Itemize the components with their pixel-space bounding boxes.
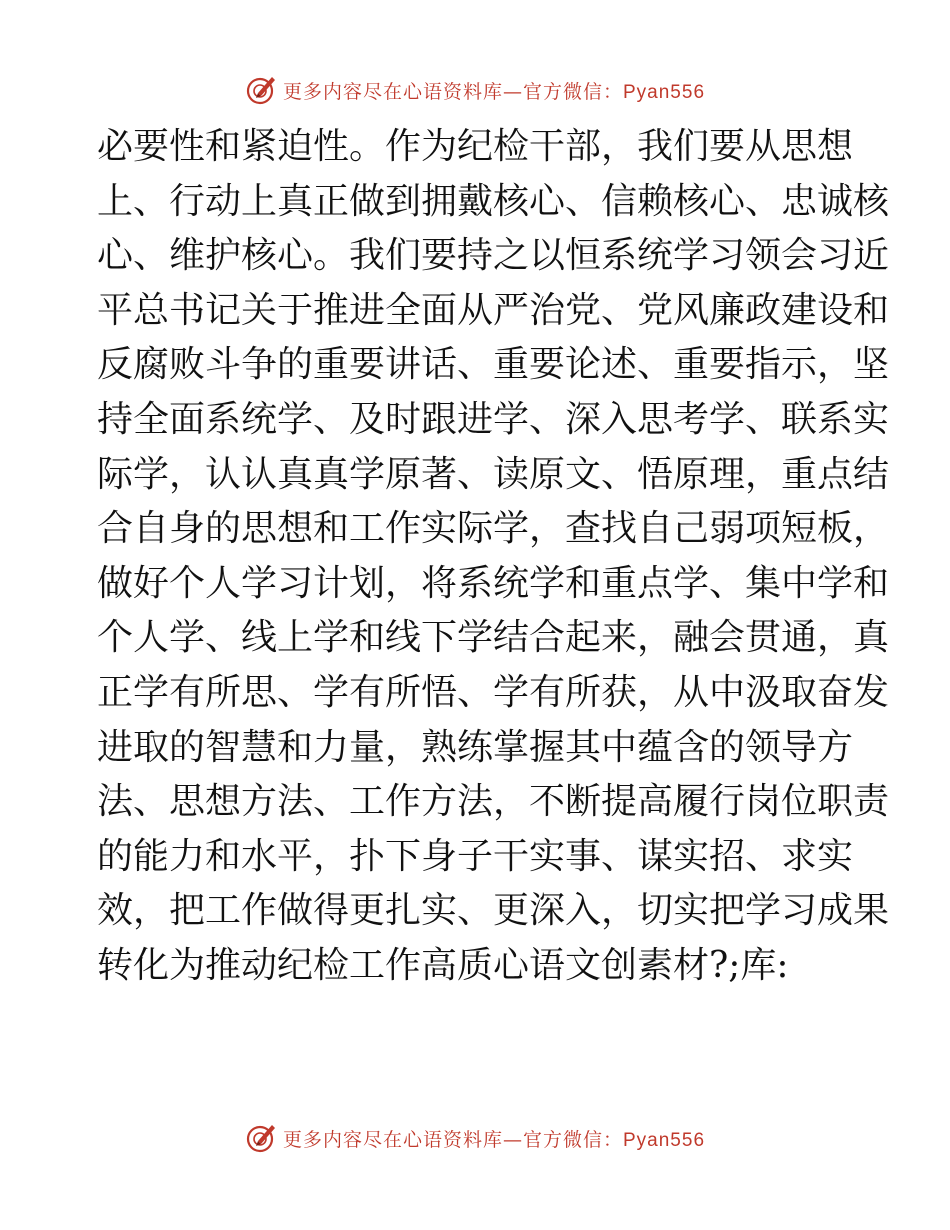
body-line: 效，把工作做得更扎实、更深入，切实把学习成果 xyxy=(97,890,890,932)
header-banner-dash: — xyxy=(502,80,523,103)
header-banner-main: 更多内容尽在心语资料库 xyxy=(282,80,503,103)
body-line: 的能力和水平，扑下身子干实事、谋实招、求实 xyxy=(97,835,854,877)
footer-banner-main: 更多内容尽在心语资料库 xyxy=(282,1128,503,1151)
body-line: 持全面系统学、及时跟进学、深入思考学、联系实 xyxy=(97,398,890,440)
footer-banner-id: Pyan556 xyxy=(623,1129,706,1151)
body-line: 进取的智慧和力量，熟练掌握其中蕴含的领导方 xyxy=(97,726,854,768)
pen-logo-icon xyxy=(245,1122,277,1154)
body-line: 法、思想方法、工作方法，不断提高履行岗位职责 xyxy=(97,781,890,823)
body-line: 转化为推动纪检工作高质心语文创素材?;库: xyxy=(97,944,789,986)
body-paragraph xyxy=(97,120,890,994)
body-line: 合自身的思想和工作实际学，查找自己弱项短板， xyxy=(97,508,890,550)
body-line: 个人学、线上学和线下学结合起来，融会贯通，真 xyxy=(97,617,890,659)
body-line: 做好个人学习计划，将系统学和重点学、集中学和 xyxy=(97,562,890,604)
footer-banner xyxy=(0,1118,950,1158)
footer-banner-content xyxy=(245,1122,705,1154)
body-line: 反腐败斗争的重要讲话、重要论述、重要指示，坚 xyxy=(97,344,890,386)
footer-banner-wechat: 官方微信： xyxy=(522,1128,623,1151)
footer-banner-text xyxy=(283,1125,705,1152)
body-line: 心、维护核心。我们要持之以恒系统学习领会习近 xyxy=(97,235,890,277)
body-line: 平总书记关于推进全面从严治党、党风廉政建设和 xyxy=(97,289,890,331)
header-banner-content xyxy=(245,74,705,106)
body-line: 际学，认认真真学原著、读原文、悟原理，重点结 xyxy=(97,453,890,495)
footer-banner-dash: — xyxy=(502,1128,523,1151)
body-line: 上、行动上真正做到拥戴核心、信赖核心、忠诚核 xyxy=(97,180,890,222)
header-banner xyxy=(0,70,950,110)
header-banner-wechat: 官方微信： xyxy=(522,80,623,103)
header-banner-text xyxy=(283,77,705,104)
header-banner-id: Pyan556 xyxy=(623,81,706,103)
body-line: 必要性和紧迫性。作为纪检干部，我们要从思想 xyxy=(97,126,854,167)
body-line: 正学有所思、学有所悟、学有所获，从中汲取奋发 xyxy=(97,671,890,713)
pen-logo-icon xyxy=(245,74,277,106)
